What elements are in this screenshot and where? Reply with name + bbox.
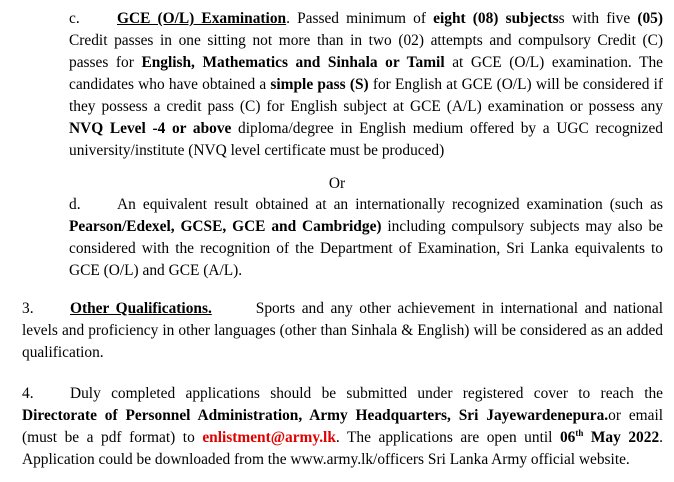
section-c-heading: GCE (O/L) Examination <box>117 10 287 27</box>
or-separator: Or <box>328 175 346 192</box>
section-c-text-2: s with five <box>558 10 638 27</box>
section-c-text-1: . Passed minimum of <box>286 10 434 27</box>
section-d-text-2: including compulsory subjects may also be considered with the recognition of the Department of Examination, Sri Lanka equivalents to GCE (O/L) and GCE (A/L). <box>69 218 663 279</box>
section-c-bold-3: English, Mathematics and Sinhala or Tamil <box>141 54 445 71</box>
section-3 <box>22 298 663 364</box>
section-c-text-6: diploma/degree in English medium offered by a UGC recognized university/institute (NVQ level certificate must be produced) <box>69 120 663 159</box>
section-d <box>69 194 663 282</box>
section-d-bold-1: Pearson/Edexel, GCSE, GCE and Cambridge) <box>69 218 382 235</box>
section-4-text-4: . Application could be downloaded from the www.army.lk/officers Sri Lanka Army official website. <box>22 429 664 468</box>
section-c-text-5: for English at GCE (O/L) will be considered if they possess a credit pass (C) for English subject at GCE (A/L) examination or possess any <box>69 76 663 115</box>
section-c-bold-4: simple pass (S) <box>270 76 369 93</box>
section-c-text-4: at GCE (O/L) examination. The candidates who have obtained a <box>69 54 664 93</box>
section-4-text-1: Duly completed applications should be submitted under registered cover to reach the <box>70 385 663 402</box>
section-4 <box>22 383 663 471</box>
section-c-bold-2: (05) <box>637 10 663 27</box>
section-c <box>69 8 663 162</box>
section-4-bold-address: Directorate of Personnel Administration, Army Headquarters, Sri Jayewardenepura. <box>22 407 609 424</box>
section-3-number: 3. <box>22 300 34 317</box>
email-link[interactable]: enlistment@army.lk <box>202 429 336 446</box>
section-c-text-3: Credit passes in one sitting not more than in two (02) attempts and compulsory Credit (C) passes for <box>69 32 663 71</box>
section-c-bold-5: NVQ Level -4 or above <box>69 120 232 137</box>
section-d-label: d. <box>69 196 81 213</box>
closing-date-rest: May 2022 <box>583 429 660 446</box>
section-4-text-3: . The applications are open until <box>335 429 560 446</box>
section-3-heading: Other Qualifications. <box>70 300 212 317</box>
closing-date-day: 06 <box>559 429 576 446</box>
closing-date-suffix: th <box>575 427 584 438</box>
section-4-text-2: or email (must be a pdf format) to <box>22 407 663 446</box>
closing-date <box>560 429 659 446</box>
section-d-text-1: An equivalent result obtained at an internationally recognized examination (such as <box>117 196 663 213</box>
section-c-label: c. <box>69 10 80 27</box>
section-3-text: Sports and any other achievement in international and national levels and proficiency in other languages (other than Sinhala & English) will be considered as an added qualification. <box>22 300 663 361</box>
section-4-number: 4. <box>22 385 34 402</box>
section-c-bold-1: eight (08) subjects <box>433 10 559 27</box>
